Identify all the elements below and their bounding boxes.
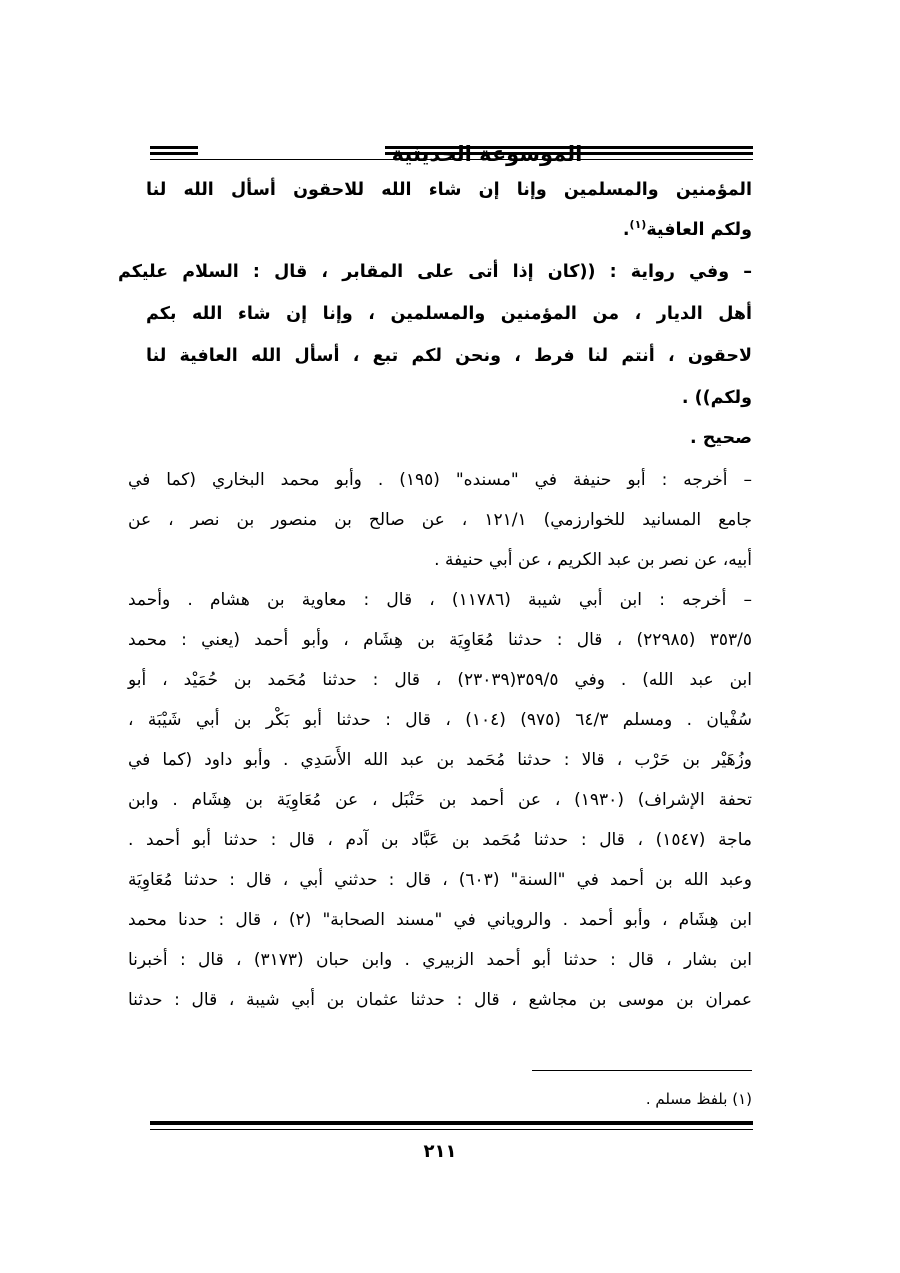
body-line-2-text: ولكم العافية xyxy=(646,220,752,240)
footnote-separator xyxy=(532,1070,752,1071)
header-rule-right-top xyxy=(150,146,198,149)
body-line-9: جامع المسانيد للخوارزمي) ١٢١/١ ، عن صالح بن منصور بن نصر ، عن xyxy=(128,510,752,530)
grading-label: صحيح . xyxy=(689,428,752,448)
body-line-8: – أخرجه : أبو حنيفة في "مسنده" (١٩٥) . وأبو محمد البخاري (كما في xyxy=(128,470,752,490)
body-line-16: تحفة الإشراف) (١٩٣٠) ، عن أحمد بن حَنْبَل ، عن مُعَاوِيَة بن هِشَام . وابن xyxy=(128,790,752,810)
body-line-2 xyxy=(146,210,752,250)
footnote: (١) بلفظ مسلم . xyxy=(645,1090,752,1108)
body-line-5: لاحقون ، أنتم لنا فرط ، ونحن لكم تبع ، أسأل الله العافية لنا xyxy=(146,346,752,366)
body-line-6: ولكم)) . xyxy=(681,388,752,408)
body-line-21: عمران بن موسى بن مجاشع ، قال : حدثنا عثمان بن أبي شيبة ، قال : حدثنا xyxy=(128,990,752,1010)
running-header-title: الموسوعة الحديثية xyxy=(391,142,583,166)
page-number: ٢١١ xyxy=(423,1141,457,1162)
body-line-13: ابن عبد الله) . وفي ٣٥٩/٥(٢٣٠٣٩) ، قال : حدثنا مُحَمد بن حُمَيْد ، أبو xyxy=(128,670,752,690)
body-line-1: المؤمنين والمسلمين وإنا إن شاء الله للاحقون أسأل الله لنا xyxy=(146,180,752,200)
body-line-3: – وفي رواية : ((كان إذا أتى على المقابر ، قال : السلام عليكم xyxy=(118,262,752,282)
footer-rule-top xyxy=(150,1121,753,1125)
footnote-ref: (١) xyxy=(629,218,647,232)
body-line-11: – أخرجه : ابن أبي شيبة (١١٧٨٦) ، قال : معاوية بن هشام . وأحمد xyxy=(128,590,753,610)
body-line-10: أبيه، عن نصر بن عبد الكريم ، عن أبي حنيفة . xyxy=(434,550,752,570)
body-line-20: ابن بشار ، قال : حدثنا أبو أحمد الزبيري . وابن حبان (٣١٧٣) ، قال : أخبرنا xyxy=(128,950,752,970)
body-line-4: أهل الديار ، من المؤمنين والمسلمين ، وإنا إن شاء الله بكم xyxy=(146,304,752,324)
body-line-15: وزُهَيْر بن حَرْب ، قالا : حدثنا مُحَمد بن عبد الله الأَسَدِي . وأبو داود (كما في xyxy=(128,750,752,770)
body-line-14: سُفْيان . ومسلم ٦٤/٣ (٩٧٥) (١٠٤) ، قال : حدثنا أبو بَكْر بن أبي شَيْبَة ، xyxy=(128,710,752,730)
body-line-12: ٣٥٣/٥ (٢٢٩٨٥) ، قال : حدثنا مُعَاوِيَة بن هِشَام ، وأبو أحمد (يعني : محمد xyxy=(128,630,752,650)
body-line-18: وعبد الله بن أحمد في "السنة" (٦٠٣) ، قال : حدثني أبي ، قال : حدثنا مُعَاوِيَة xyxy=(128,870,752,890)
header-rule-right-bottom xyxy=(150,152,198,155)
footer-rule-bottom xyxy=(150,1129,753,1130)
body-line-19: ابن هِشَام ، وأبو أحمد . والروياني في "مسند الصحابة" (٢) ، قال : حدنا محمد xyxy=(128,910,753,930)
body-line-2-period: . xyxy=(622,220,630,240)
body-line-17: ماجة (١٥٤٧) ، قال : حدثنا مُحَمد بن عَبَّاد بن آدم ، قال : حدثنا أبو أحمد . xyxy=(128,830,752,850)
